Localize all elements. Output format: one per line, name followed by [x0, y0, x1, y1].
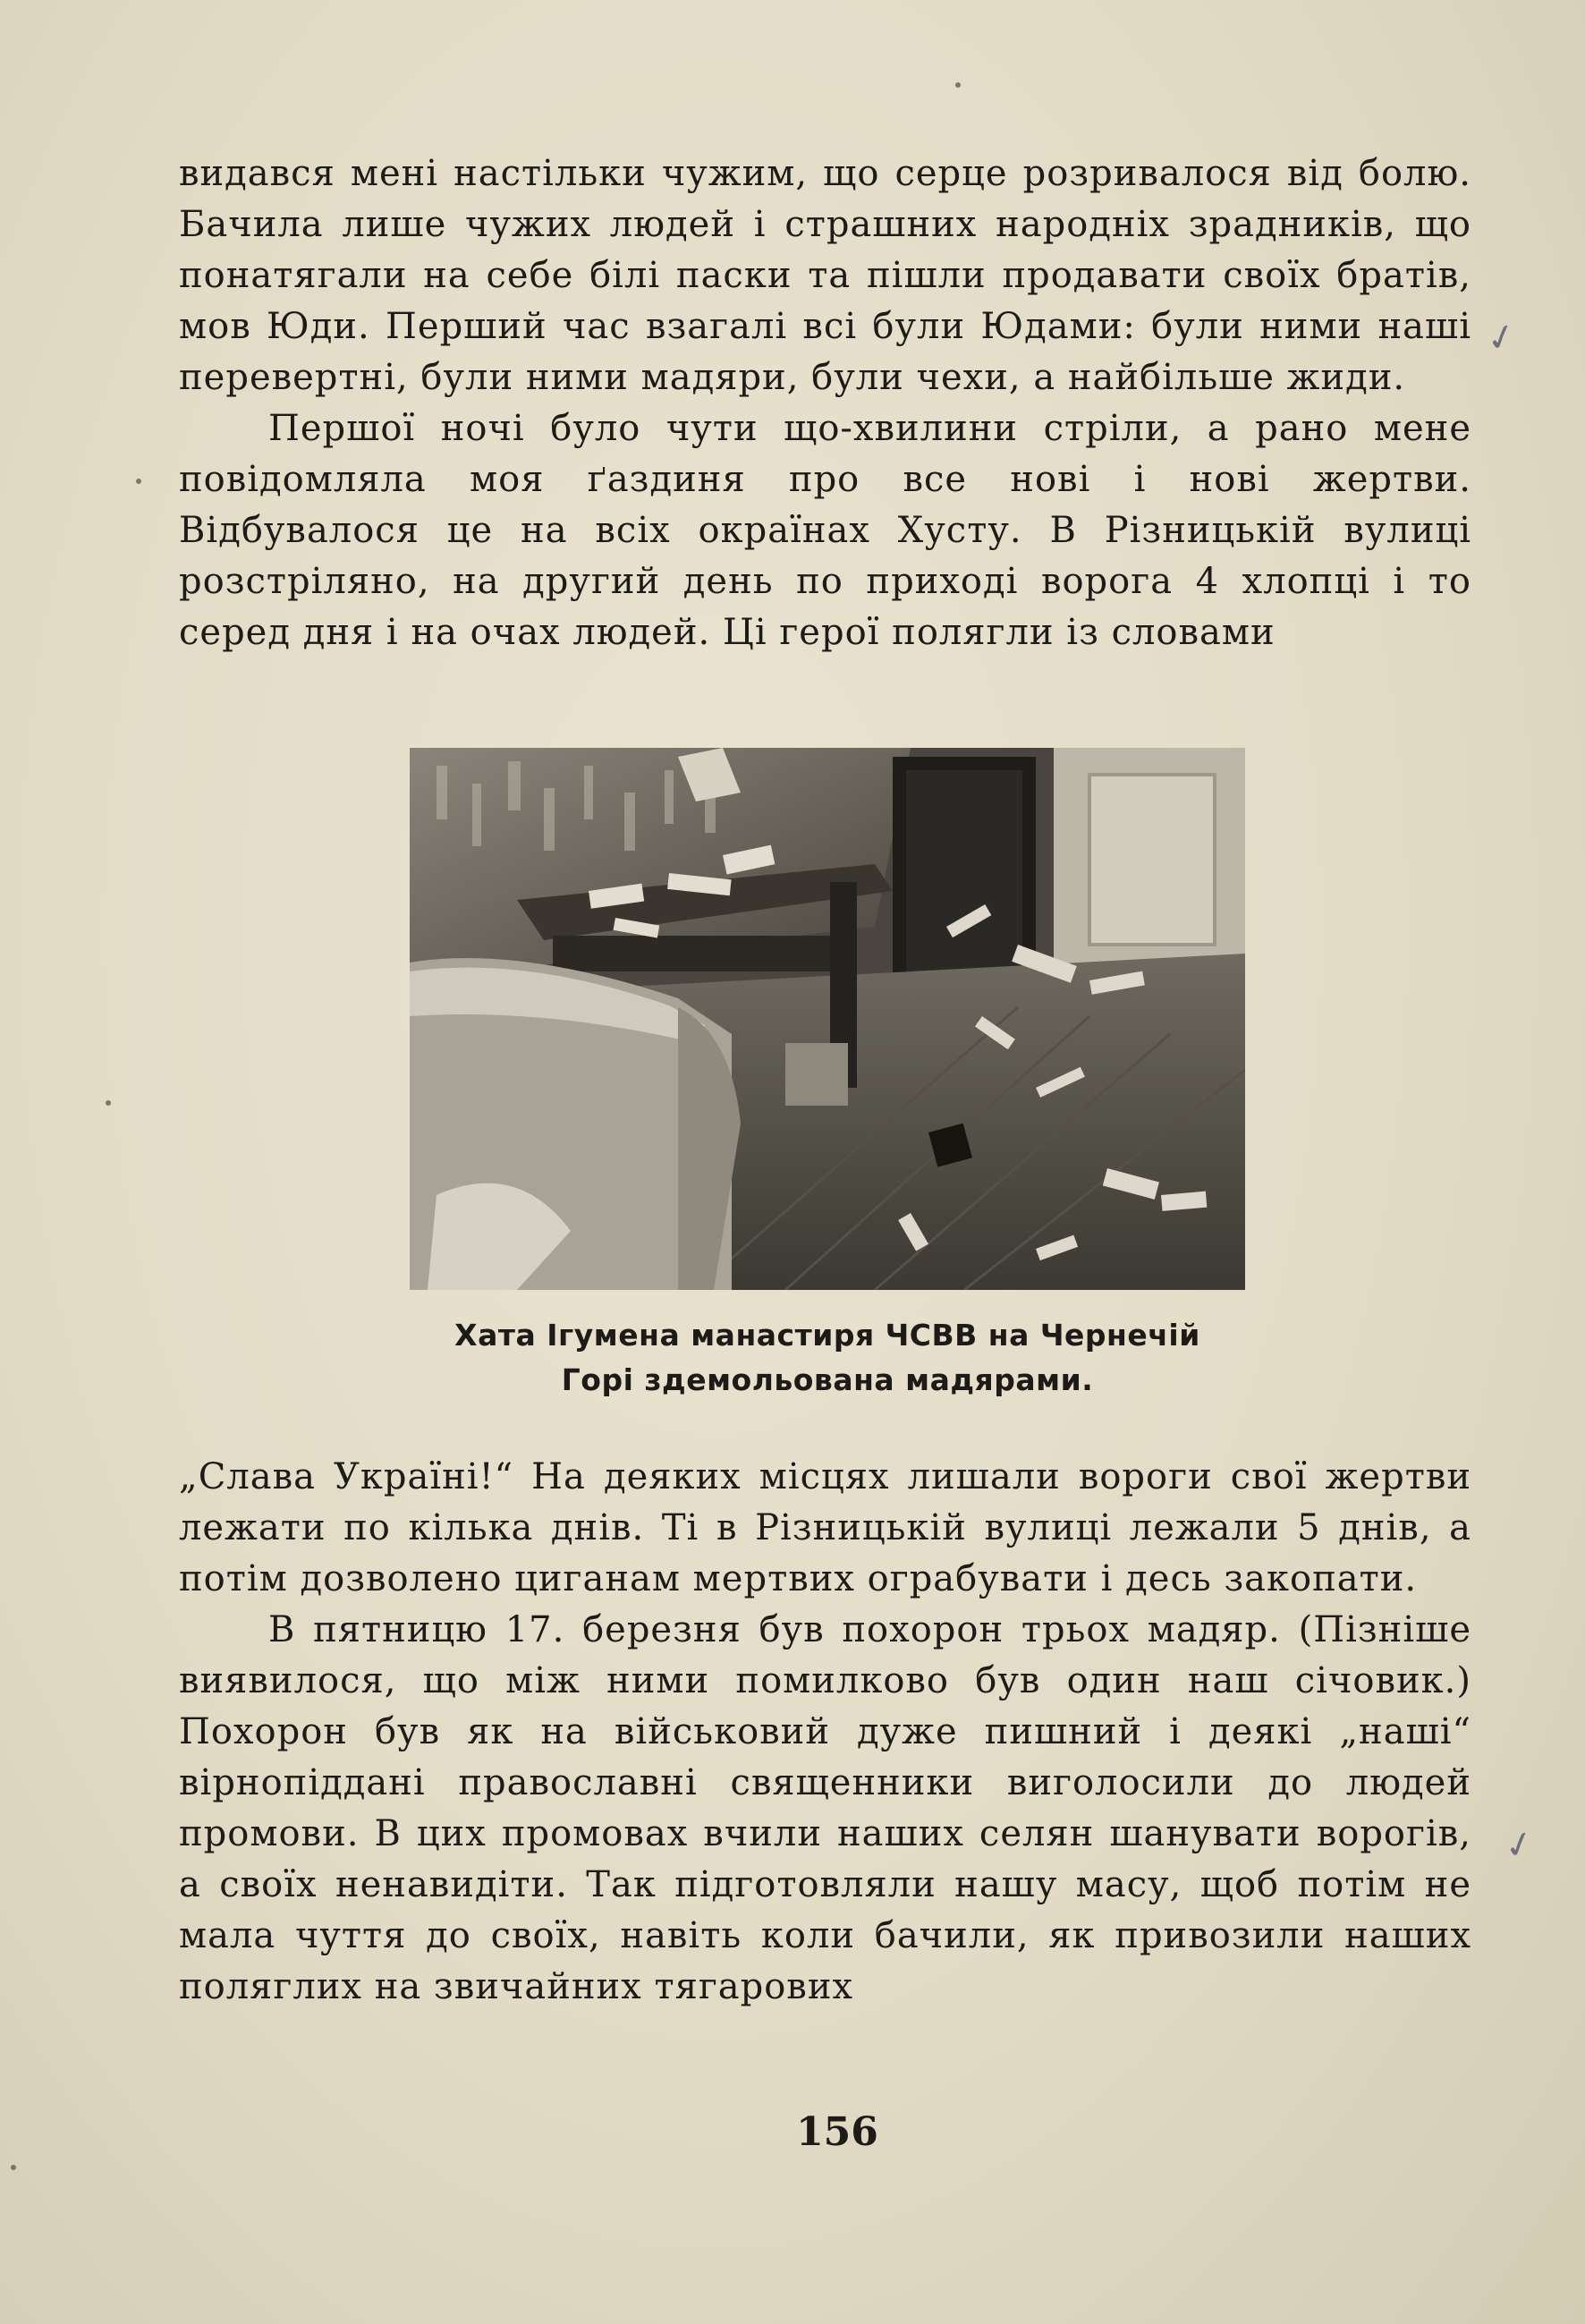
ink-speck [136, 479, 141, 484]
caption-line: Хата Ігумена манастиря ЧСВВ на Чернечій [454, 1318, 1200, 1353]
photo-ruined-room [410, 748, 1245, 1290]
paragraph: видався мені настільки чужим, що серце розривалося від болю. Бачила лише чужих людей і страшних народніх зрадників, що понатягали на себе білі паски та пішли продавати своїх братів, мов Юди. Перший час взагалі всі були Юдами: були ними наші перевертні, були ними мадяри, були чехи, а найбільше жиди. [179, 153, 1471, 398]
ink-speck [106, 1100, 111, 1106]
text-block-bottom [179, 1452, 1471, 2013]
ink-speck [11, 2165, 16, 2170]
pencil-check-mark: ✓ [1481, 314, 1521, 362]
page-number: 156 [796, 2109, 878, 2155]
ink-speck [955, 82, 961, 88]
caption-line: Горі здемольована мадярами. [561, 1362, 1094, 1397]
pencil-check-mark: ✓ [1499, 1821, 1539, 1870]
paragraph: В пятницю 17. березня був похорон трьох мадяр. (Пізніше виявилося, що між ними помилково був один наш січовик.) Похорон був як на військовий дуже пишний і деякі „наші“ вірнопіддані православні священники виголосили до людей промови. В цих промовах вчили наших селян шанувати ворогів, а своїх ненавидіти. Так підготовляли нашу масу, щоб потім не мала чуття до своїх, навіть коли бачили, як привозили наших поляглих на звичайних тягарових [179, 1609, 1471, 2007]
paragraph: Першої ночі було чути що-хвилини стріли, а рано мене повідомляла моя ґаздиня про все нові і нові жертви. Відбувалося це на всіх окраїнах Хусту. В Різницькій вулиці розстріляно, на другий день по приході ворога 4 хлопці і то серед дня і на очах людей. Ці герої полягли із словами [179, 408, 1471, 653]
paragraph: „Слава Україні!“ На деяких місцях лишали вороги свої жертви лежати по кілька днів. Ті в Різницькій вулиці лежали 5 днів, а потім дозволено циганам мертвих ограбувати і десь закопати. [179, 1456, 1471, 1599]
figure-caption [340, 1313, 1315, 1403]
text-block-top [179, 148, 1471, 658]
